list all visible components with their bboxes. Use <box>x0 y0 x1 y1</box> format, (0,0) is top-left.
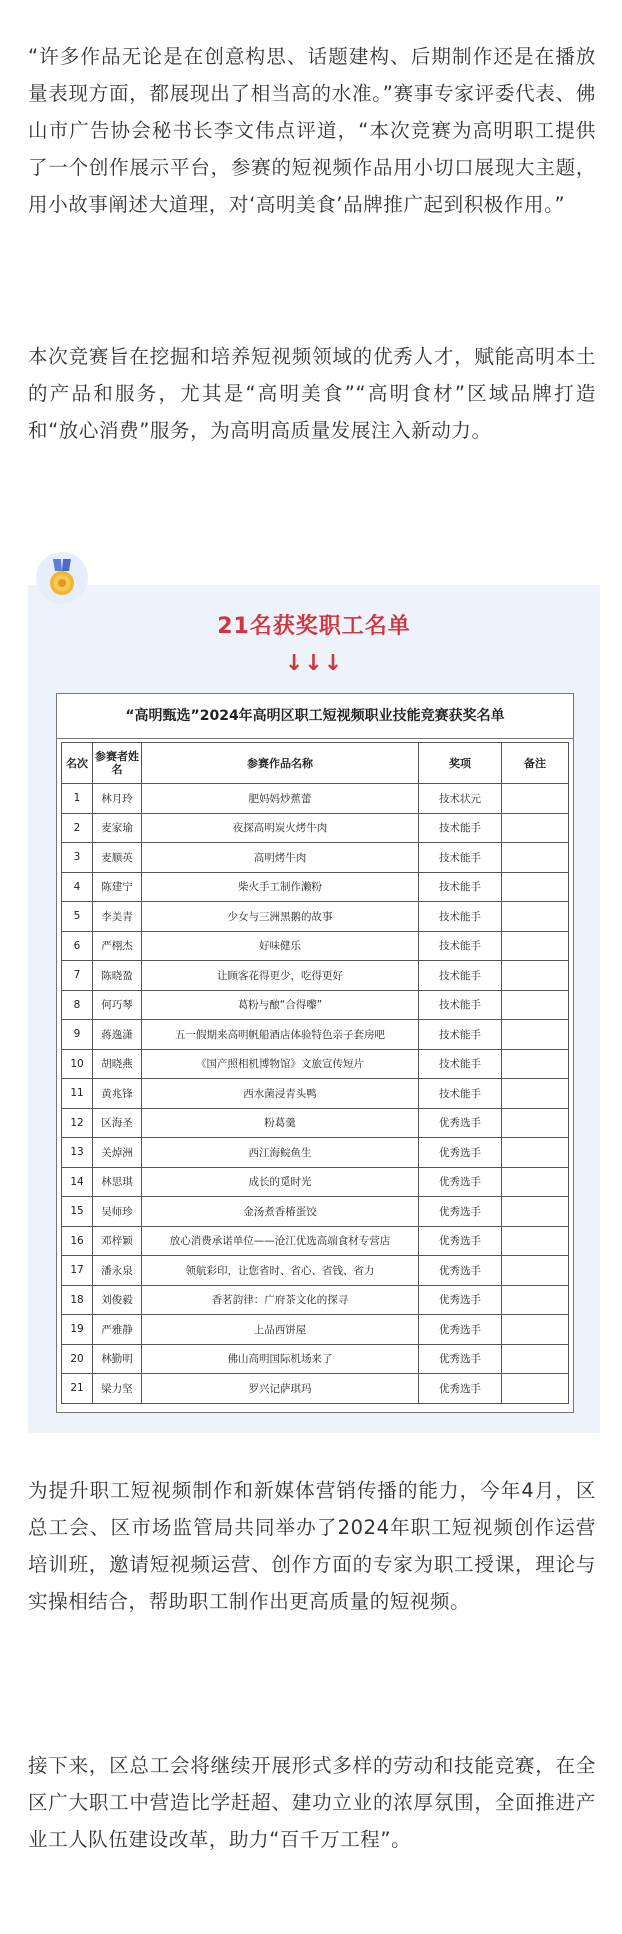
cell-name: 关焯洲 <box>93 1138 142 1168</box>
winners-table <box>61 742 569 1404</box>
cell-work: 让顾客花得更少，吃得更好 <box>142 961 419 991</box>
cell-award: 优秀选手 <box>419 1344 502 1374</box>
cell-name: 吴师珍 <box>93 1197 142 1227</box>
cell-note <box>502 1079 569 1109</box>
cell-rank: 1 <box>62 784 93 814</box>
cell-note <box>502 1108 569 1138</box>
cell-work: 高明烤牛肉 <box>142 843 419 873</box>
header-work: 参赛作品名称 <box>142 743 419 784</box>
cell-name: 何巧琴 <box>93 990 142 1020</box>
header-name: 参赛者姓名 <box>93 743 142 784</box>
medal-icon <box>36 552 88 604</box>
cell-work: 《国产照相机博物馆》文旅宣传短片 <box>142 1049 419 1079</box>
cell-note <box>502 1020 569 1050</box>
cell-award: 技术能手 <box>419 1020 502 1050</box>
cell-note <box>502 1285 569 1315</box>
paragraph-1: “许多作品无论是在创意构思、话题建构、后期制作还是在播放量表现方面，都展现出了相当高的水准。”赛事专家评委代表、佛山市广告协会秘书长李文伟点评道，“本次竞赛为高明职工提供了一个创作展示平台，参赛的短视频作品用小切口展现大主题，用小故事阐述大道理，对‘高明美食’品牌推广起到积极作用。” <box>28 44 596 216</box>
cell-note <box>502 1344 569 1374</box>
table-row <box>62 843 569 873</box>
table-row <box>62 1374 569 1404</box>
header-note: 备注 <box>502 743 569 784</box>
table-row <box>62 1256 569 1286</box>
winners-card-title: 21名获奖职工名单 <box>217 614 411 639</box>
cell-note <box>502 961 569 991</box>
cell-work: 上品西饼屋 <box>142 1315 419 1345</box>
winners-table-title: “高明甄选”2024年高明区职工短视频职业技能竞赛获奖名单 <box>57 694 573 739</box>
cell-work: 香茗韵律：广府茶文化的探寻 <box>142 1285 419 1315</box>
cell-award: 技术能手 <box>419 961 502 991</box>
cell-rank: 21 <box>62 1374 93 1404</box>
table-row <box>62 990 569 1020</box>
cell-work: 金汤煮香椿蛋饺 <box>142 1197 419 1227</box>
cell-name: 陈建宁 <box>93 872 142 902</box>
cell-award: 技术能手 <box>419 902 502 932</box>
cell-rank: 10 <box>62 1049 93 1079</box>
table-row <box>62 1344 569 1374</box>
cell-name: 李美青 <box>93 902 142 932</box>
header-award: 奖项 <box>419 743 502 784</box>
cell-rank: 18 <box>62 1285 93 1315</box>
table-row <box>62 931 569 961</box>
cell-rank: 17 <box>62 1256 93 1286</box>
table-header-row <box>62 743 569 784</box>
cell-rank: 3 <box>62 843 93 873</box>
table-row <box>62 1285 569 1315</box>
header-rank: 名次 <box>62 743 93 784</box>
cell-name: 邓梓颖 <box>93 1226 142 1256</box>
winners-card <box>28 585 600 1433</box>
cell-name: 林思琪 <box>93 1167 142 1197</box>
cell-work: 葛粉与酿“合得嚟” <box>142 990 419 1020</box>
cell-name: 麦家瑜 <box>93 813 142 843</box>
cell-note <box>502 1256 569 1286</box>
cell-note <box>502 784 569 814</box>
cell-rank: 6 <box>62 931 93 961</box>
cell-note <box>502 1167 569 1197</box>
winners-table-box <box>56 693 574 1413</box>
cell-work: 五一假期来高明帆船酒店体验特色亲子套房吧 <box>142 1020 419 1050</box>
table-row <box>62 1167 569 1197</box>
cell-work: 柴火手工制作濑粉 <box>142 872 419 902</box>
paragraph-2: 本次竞赛旨在挖掘和培养短视频领域的优秀人才，赋能高明本土的产品和服务，尤其是“高明美食”“高明食材”区域品牌打造和“放心消费”服务，为高明高质量发展注入新动力。 <box>28 344 596 442</box>
cell-award: 优秀选手 <box>419 1285 502 1315</box>
paragraph-3: 为提升职工短视频制作和新媒体营销传播的能力，今年4月，区总工会、区市场监管局共同举办了2024年职工短视频创作运营培训班，邀请短视频运营、创作方面的专家为职工授课，理论与实操相结合，帮助职工制作出更高质量的短视频。 <box>28 1478 596 1613</box>
cell-award: 优秀选手 <box>419 1197 502 1227</box>
table-row <box>62 1049 569 1079</box>
cell-rank: 11 <box>62 1079 93 1109</box>
cell-rank: 15 <box>62 1197 93 1227</box>
cell-rank: 5 <box>62 902 93 932</box>
cell-work: 粉葛羹 <box>142 1108 419 1138</box>
cell-name: 林勤明 <box>93 1344 142 1374</box>
cell-name: 陈晓盈 <box>93 961 142 991</box>
cell-work: 夜探高明炭火烤牛肉 <box>142 813 419 843</box>
cell-rank: 9 <box>62 1020 93 1050</box>
cell-work: 领航彩印，让您省时、省心、省钱、省力 <box>142 1256 419 1286</box>
cell-note <box>502 1197 569 1227</box>
cell-work: 罗兴记萨琪玛 <box>142 1374 419 1404</box>
cell-award: 优秀选手 <box>419 1108 502 1138</box>
cell-rank: 13 <box>62 1138 93 1168</box>
cell-award: 优秀选手 <box>419 1167 502 1197</box>
table-row <box>62 1197 569 1227</box>
table-row <box>62 1138 569 1168</box>
cell-rank: 8 <box>62 990 93 1020</box>
cell-award: 优秀选手 <box>419 1138 502 1168</box>
cell-name: 严雅静 <box>93 1315 142 1345</box>
table-row <box>62 1020 569 1050</box>
paragraph-4: 接下来，区总工会将继续开展形式多样的劳动和技能竞赛，在全区广大职工中营造比学赶超、建功立业的浓厚氛围，全面推进产业工人队伍建设改革，助力“百千万工程”。 <box>28 1753 596 1851</box>
cell-name: 胡晓燕 <box>93 1049 142 1079</box>
table-row <box>62 902 569 932</box>
cell-award: 技术能手 <box>419 813 502 843</box>
cell-work: 好味健乐 <box>142 931 419 961</box>
medal-svg <box>44 559 80 597</box>
cell-rank: 14 <box>62 1167 93 1197</box>
cell-work: 西水菌浸青头鸭 <box>142 1079 419 1109</box>
cell-name: 严栩杰 <box>93 931 142 961</box>
cell-work: 肥妈妈炒蕉蕾 <box>142 784 419 814</box>
cell-note <box>502 931 569 961</box>
table-row <box>62 1079 569 1109</box>
cell-name: 蒋逸潇 <box>93 1020 142 1050</box>
cell-name: 林月玲 <box>93 784 142 814</box>
cell-note <box>502 1374 569 1404</box>
table-row <box>62 1226 569 1256</box>
cell-note <box>502 813 569 843</box>
cell-note <box>502 902 569 932</box>
cell-work: 西江海鲩鱼生 <box>142 1138 419 1168</box>
cell-name: 潘永泉 <box>93 1256 142 1286</box>
cell-name: 黄兆锋 <box>93 1079 142 1109</box>
cell-award: 优秀选手 <box>419 1374 502 1404</box>
cell-name: 刘俊毅 <box>93 1285 142 1315</box>
cell-award: 优秀选手 <box>419 1226 502 1256</box>
table-row <box>62 961 569 991</box>
down-arrows-icon: ↓↓↓ <box>284 651 344 676</box>
table-row <box>62 1108 569 1138</box>
cell-work: 少女与三洲黑鹅的故事 <box>142 902 419 932</box>
cell-award: 技术能手 <box>419 843 502 873</box>
cell-work: 佛山高明国际机场来了 <box>142 1344 419 1374</box>
cell-work: 放心消费承诺单位——沧江优选高端食材专营店 <box>142 1226 419 1256</box>
cell-rank: 16 <box>62 1226 93 1256</box>
cell-note <box>502 1049 569 1079</box>
cell-note <box>502 1226 569 1256</box>
table-row <box>62 1315 569 1345</box>
cell-award: 优秀选手 <box>419 1256 502 1286</box>
cell-note <box>502 872 569 902</box>
cell-rank: 4 <box>62 872 93 902</box>
cell-note <box>502 990 569 1020</box>
cell-name: 梁力坚 <box>93 1374 142 1404</box>
cell-note <box>502 843 569 873</box>
cell-rank: 12 <box>62 1108 93 1138</box>
winners-table-body <box>62 784 569 1404</box>
cell-award: 技术能手 <box>419 1049 502 1079</box>
cell-award: 技术能手 <box>419 990 502 1020</box>
cell-name: 区海圣 <box>93 1108 142 1138</box>
table-row <box>62 784 569 814</box>
cell-rank: 2 <box>62 813 93 843</box>
cell-award: 技术状元 <box>419 784 502 814</box>
cell-award: 技术能手 <box>419 1079 502 1109</box>
cell-award: 技术能手 <box>419 872 502 902</box>
cell-rank: 7 <box>62 961 93 991</box>
cell-award: 技术能手 <box>419 931 502 961</box>
cell-work: 成长的觅时光 <box>142 1167 419 1197</box>
table-row <box>62 813 569 843</box>
cell-name: 麦顺英 <box>93 843 142 873</box>
cell-rank: 20 <box>62 1344 93 1374</box>
cell-award: 优秀选手 <box>419 1315 502 1345</box>
cell-note <box>502 1138 569 1168</box>
cell-rank: 19 <box>62 1315 93 1345</box>
table-row <box>62 872 569 902</box>
cell-note <box>502 1315 569 1345</box>
